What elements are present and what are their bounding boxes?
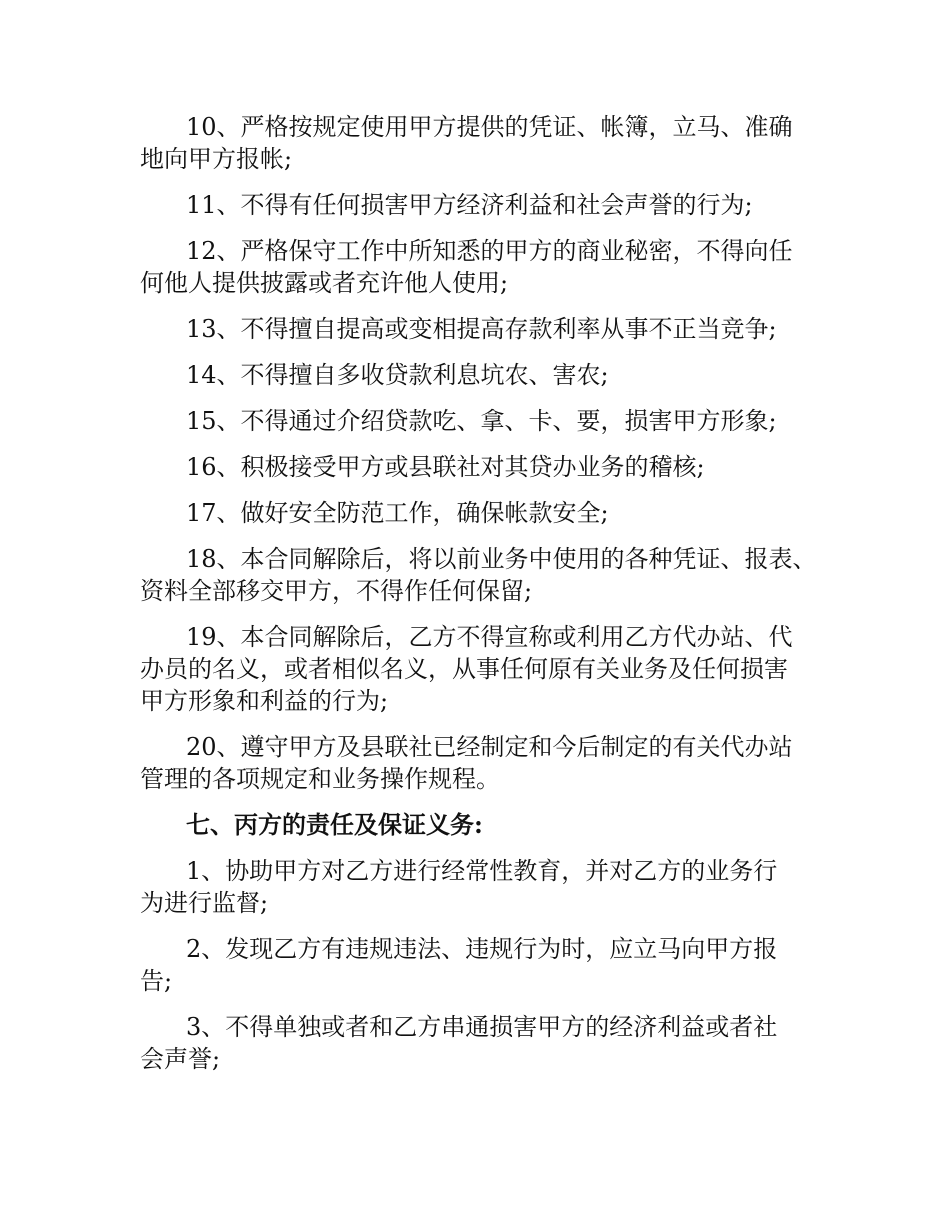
clause-12 — [140, 235, 830, 299]
clause-16 — [140, 451, 830, 483]
clause-19 — [140, 621, 830, 717]
text-line: 11、不得有任何损害甲方经济利益和社会声誉的行为; — [186, 191, 753, 219]
text-line: 地向甲方报帐; — [140, 145, 293, 173]
clause-13 — [140, 313, 830, 345]
text-line: 20、遵守甲方及县联社已经制定和今后制定的有关代办站 — [186, 733, 793, 761]
text-line: 资料全部移交甲方，不得作任何保留; — [140, 577, 533, 605]
text-line: 14、不得擅自多收贷款利息坑农、害农; — [186, 361, 609, 389]
document-body — [140, 111, 830, 1089]
text-line: 13、不得擅自提高或变相提高存款利率从事不正当竞争; — [186, 315, 777, 343]
clause-10 — [140, 111, 830, 175]
text-line: 18、本合同解除后，将以前业务中使用的各种凭证、报表、 — [186, 545, 817, 573]
text-line: 甲方形象和利益的行为; — [140, 687, 389, 715]
section-heading: 七、丙方的责任及保证义务: — [186, 810, 483, 839]
text-line: 为进行监督; — [140, 889, 269, 917]
clause-15 — [140, 405, 830, 437]
clause-18 — [140, 543, 830, 607]
clause-17 — [140, 497, 830, 529]
section-clause-1 — [140, 855, 830, 919]
text-line: 会声誉; — [140, 1045, 221, 1073]
text-line: 2、发现乙方有违规违法、违规行为时，应立马向甲方报 — [186, 935, 778, 963]
text-line: 何他人提供披露或者充许他人使用; — [140, 269, 509, 297]
clause-14 — [140, 359, 830, 391]
text-line: 12、严格保守工作中所知悉的甲方的商业秘密，不得向任 — [186, 237, 793, 265]
text-line: 10、严格按规定使用甲方提供的凭证、帐簿，立马、准确 — [186, 113, 793, 141]
text-line: 16、积极接受甲方或县联社对其贷办业务的稽核; — [186, 453, 705, 481]
text-line: 15、不得通过介绍贷款吃、拿、卡、要，损害甲方形象; — [186, 407, 777, 435]
text-line: 1、协助甲方对乙方进行经常性教育，并对乙方的业务行 — [186, 857, 778, 885]
text-line: 3、不得单独或者和乙方串通损害甲方的经济利益或者社 — [186, 1013, 778, 1041]
text-line: 管理的各项规定和业务操作规程。 — [140, 765, 500, 793]
section-clause-2 — [140, 933, 830, 997]
text-line: 19、本合同解除后，乙方不得宣称或利用乙方代办站、代 — [186, 623, 793, 651]
clause-11 — [140, 189, 830, 221]
text-line: 告; — [140, 967, 173, 995]
clause-20 — [140, 731, 830, 795]
section-clause-3 — [140, 1011, 830, 1075]
text-line: 办员的名义，或者相似名义，从事任何原有关业务及任何损害 — [140, 655, 788, 683]
text-line: 17、做好安全防范工作，确保帐款安全; — [186, 499, 609, 527]
